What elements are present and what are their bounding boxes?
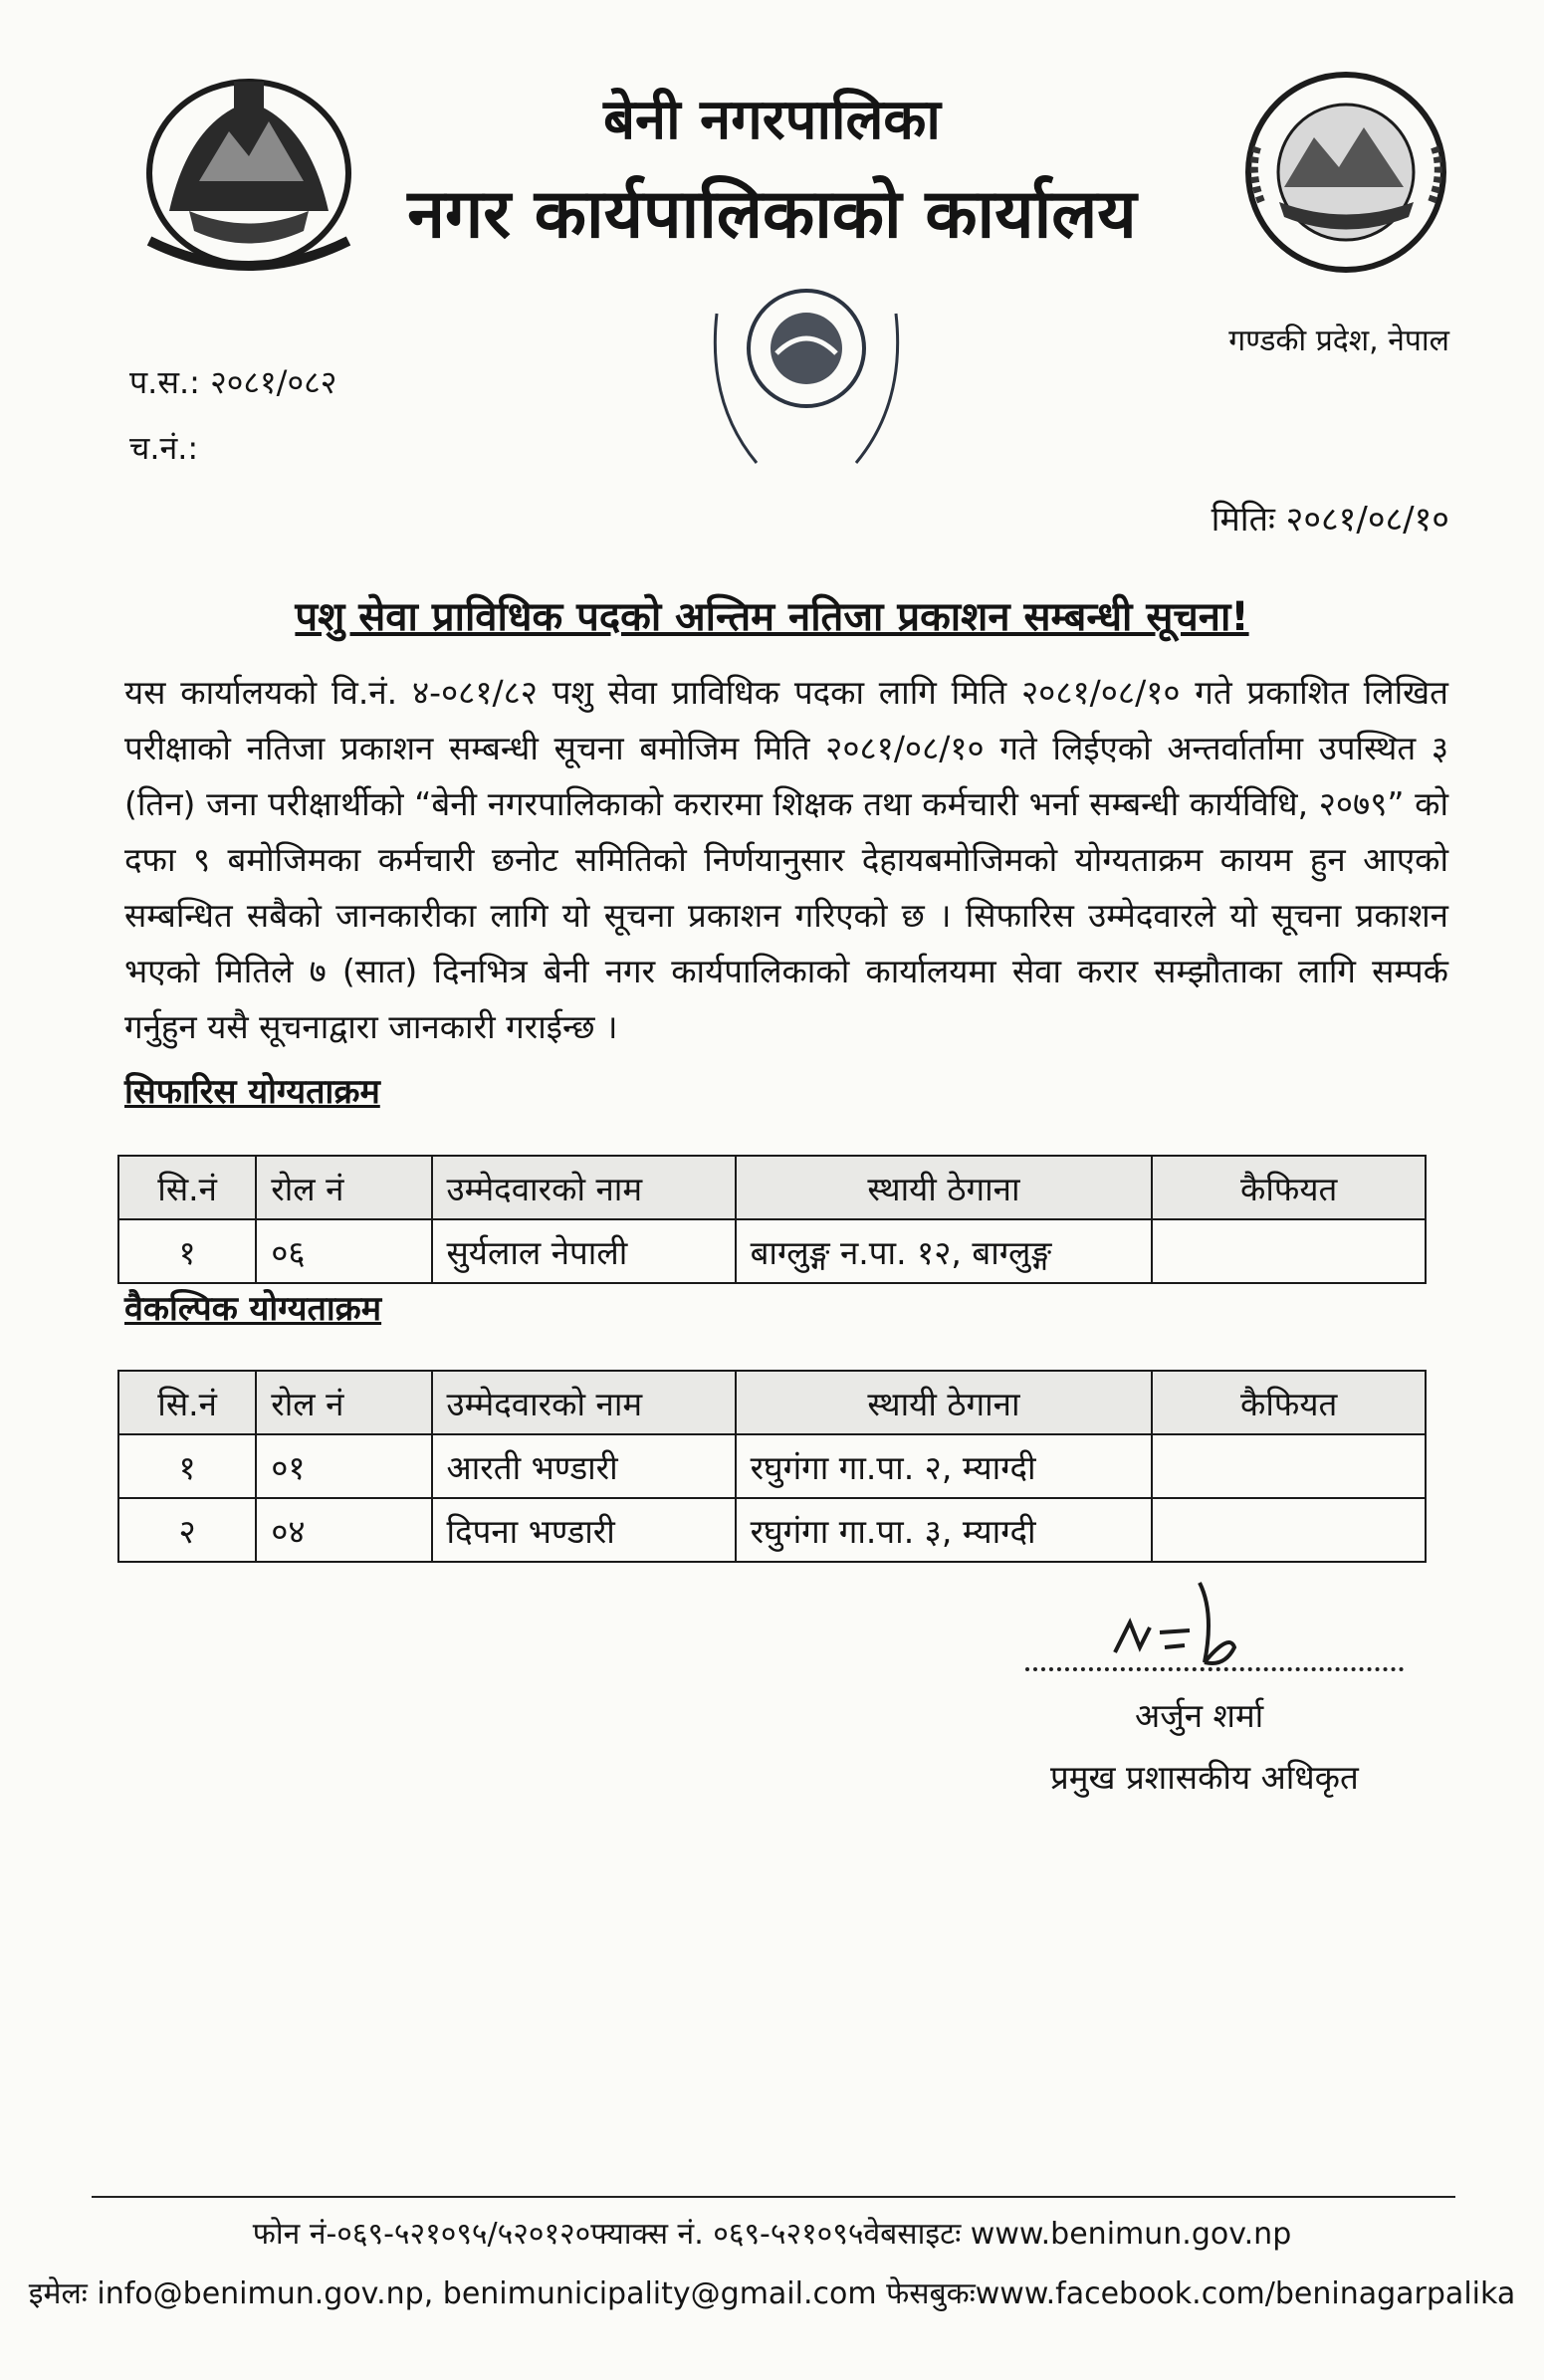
cell-sn: १	[118, 1219, 256, 1283]
handwritten-signature	[1015, 1573, 1394, 1682]
signature-line	[1025, 1667, 1404, 1671]
header-remarks: कैफियत	[1152, 1156, 1426, 1219]
signer-designation: प्रमुख प्रशासकीय अधिकृत	[1050, 1758, 1359, 1797]
table-header-row	[118, 1156, 1426, 1219]
header-sn: सि.नं	[118, 1371, 256, 1434]
office-stamp	[677, 254, 936, 528]
alternate-list-label: वैकल्पिक योग्यताक्रम	[124, 1289, 382, 1329]
header-remarks: कैफियत	[1152, 1371, 1426, 1434]
notice-date: मितिः २०८१/०८/१०	[1211, 500, 1449, 540]
dispatch-number: च.नं.:	[129, 429, 199, 467]
cell-roll-no: ०४	[256, 1498, 431, 1562]
cell-candidate-name: दिपना भण्डारी	[432, 1498, 736, 1562]
cell-remarks	[1152, 1219, 1426, 1283]
header-permanent-address: स्थायी ठेगाना	[736, 1371, 1153, 1434]
cell-sn: १	[118, 1434, 256, 1498]
header-roll-no: रोल नं	[256, 1371, 431, 1434]
municipality-name: बेनी नगरपालिका	[603, 88, 941, 152]
table-row	[118, 1219, 1426, 1283]
header-roll-no: रोल नं	[256, 1156, 431, 1219]
cell-roll-no: ०६	[256, 1219, 431, 1283]
cell-remarks	[1152, 1434, 1426, 1498]
province-address: गण्डकी प्रदेश, नेपाल	[1228, 324, 1449, 358]
table-row	[118, 1434, 1426, 1498]
footer-divider	[92, 2196, 1455, 2198]
cell-address: रघुगंगा गा.पा. ३, म्याग्दी	[736, 1498, 1153, 1562]
recommended-table	[117, 1155, 1427, 1284]
cell-candidate-name: सुर्यलाल नेपाली	[432, 1219, 736, 1283]
office-name: नगर कार्यपालिकाको कार्यालय	[407, 175, 1137, 254]
header-permanent-address: स्थायी ठेगाना	[736, 1156, 1153, 1219]
footer-email: इमेलः info@benimun.gov.np, benimunicipality@gmail.com फेसबुकःwww.facebook.com/beninagarpalika	[28, 2276, 1516, 2311]
alternate-table	[117, 1370, 1427, 1563]
header-candidate-name: उम्मेदवारको नाम	[432, 1371, 736, 1434]
cell-roll-no: ०१	[256, 1434, 431, 1498]
recommended-list-label: सिफारिस योग्यताक्रम	[124, 1072, 380, 1112]
cell-address: रघुगंगा गा.पा. २, म्याग्दी	[736, 1434, 1153, 1498]
signer-name: अर्जुन शर्मा	[1135, 1696, 1264, 1735]
reference-number: प.स.: २०८१/०८२	[129, 363, 337, 401]
footer-contact: फोन नं-०६९-५२१०९५/५२०१२०फ्याक्स नं. ०६९-५२१०९५वेबसाइटः www.benimun.gov.np	[252, 2217, 1292, 2252]
cell-candidate-name: आरती भण्डारी	[432, 1434, 736, 1498]
header-candidate-name: उम्मेदवारको नाम	[432, 1156, 736, 1219]
notice-body: यस कार्यालयको वि.नं. ४-०८१/८२ पशु सेवा प्राविधिक पदका लागि मिति २०८१/०८/१० गते प्रकाशित लिखित परीक्षाको नतिजा प्रकाशन सम्बन्धी सूचना बमोजिम मिति २०८१/०८/१० गते लिईएको अन्तर्वार्तामा उपस्थित ३ (तिन) जना परीक्षार्थीको “बेनी नगरपालिकाको करारमा शिक्षक तथा कर्मचारी भर्ना सम्बन्धी कार्यविधि, २०७९” को दफा ९ बमोजिमका कर्मचारी छनोट समितिको निर्णयानुसार देहायबमोजिमको योग्यताक्रम कायम हुन आएको सम्बन्धित सबैको जानकारीका लागि यो सूचना प्रकाशन गरिएको छ । सिफारिस उम्मेदवारले यो सूचना प्रकाशन भएको मितिले ७ (सात) दिनभित्र बेनी नगर कार्यपालिकाको कार्यालयमा सेवा करार सम्झौताका लागि सम्पर्क गर्नुहुन यसै सूचनाद्वारा जानकारी गराईन्छ ।	[124, 673, 1448, 1046]
cell-sn: २	[118, 1498, 256, 1562]
cell-address: बाग्लुङ्ग न.पा. १२, बाग्लुङ्ग	[736, 1219, 1153, 1283]
cell-remarks	[1152, 1498, 1426, 1562]
notice-subject: पशु सेवा प्राविधिक पदको अन्तिम नतिजा प्रकाशन सम्बन्धी सूचना!	[295, 594, 1249, 640]
header-sn: सि.नं	[118, 1156, 256, 1219]
table-header-row	[118, 1371, 1426, 1434]
table-row	[118, 1498, 1426, 1562]
